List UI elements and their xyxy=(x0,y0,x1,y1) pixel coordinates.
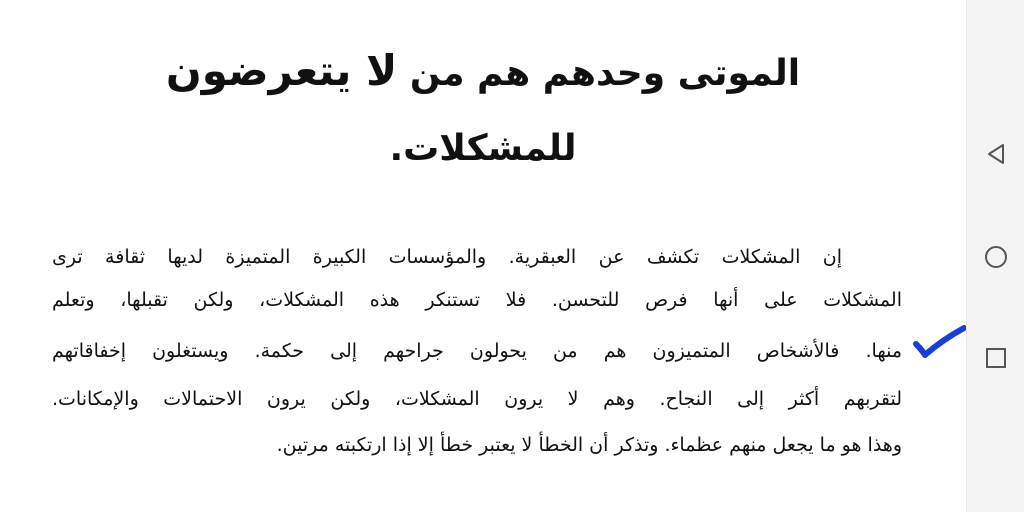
paragraph-line-1: إن المشكلات تكشف عن العبقرية. والمؤسسات الكبيرة المتميزة لديها ثقافة ترى xyxy=(52,246,842,268)
checkmark-icon xyxy=(912,322,972,362)
title-part-1: الموتى وحدهم هم من xyxy=(409,53,801,94)
paragraph-line-4: لتقربهم أكثر إلى النجاح. وهم لا يرون المشكلات، ولكن يرون الاحتمالات والإمكانات. xyxy=(52,388,902,410)
android-navigation-bar xyxy=(966,0,1024,512)
paragraph-line-2: المشكلات على أنها فرص للتحسن. فلا تستنكر هذه المشكلات، ولكن تقبلها، وتعلم xyxy=(52,289,902,311)
paragraph-line-3: منها. فالأشخاص المتميزون هم من يحولون جراحهم إلى حكمة. ويستغلون إخفاقاتهم xyxy=(52,340,902,362)
back-triangle-icon[interactable] xyxy=(983,141,1009,167)
recents-square-icon[interactable] xyxy=(983,345,1009,371)
title-emphasis: لا يتعرضون xyxy=(165,46,398,95)
paragraph-line-5: وهذا هو ما يجعل منهم عظماء. وتذكر أن الخطأ لا يعتبر خطأ إلا إذا ارتكبته مرتين. xyxy=(276,434,902,456)
page-title-line-1 xyxy=(60,46,906,95)
page-title-line-2: للمشكلات. xyxy=(389,128,577,169)
home-circle-icon[interactable] xyxy=(983,244,1009,270)
